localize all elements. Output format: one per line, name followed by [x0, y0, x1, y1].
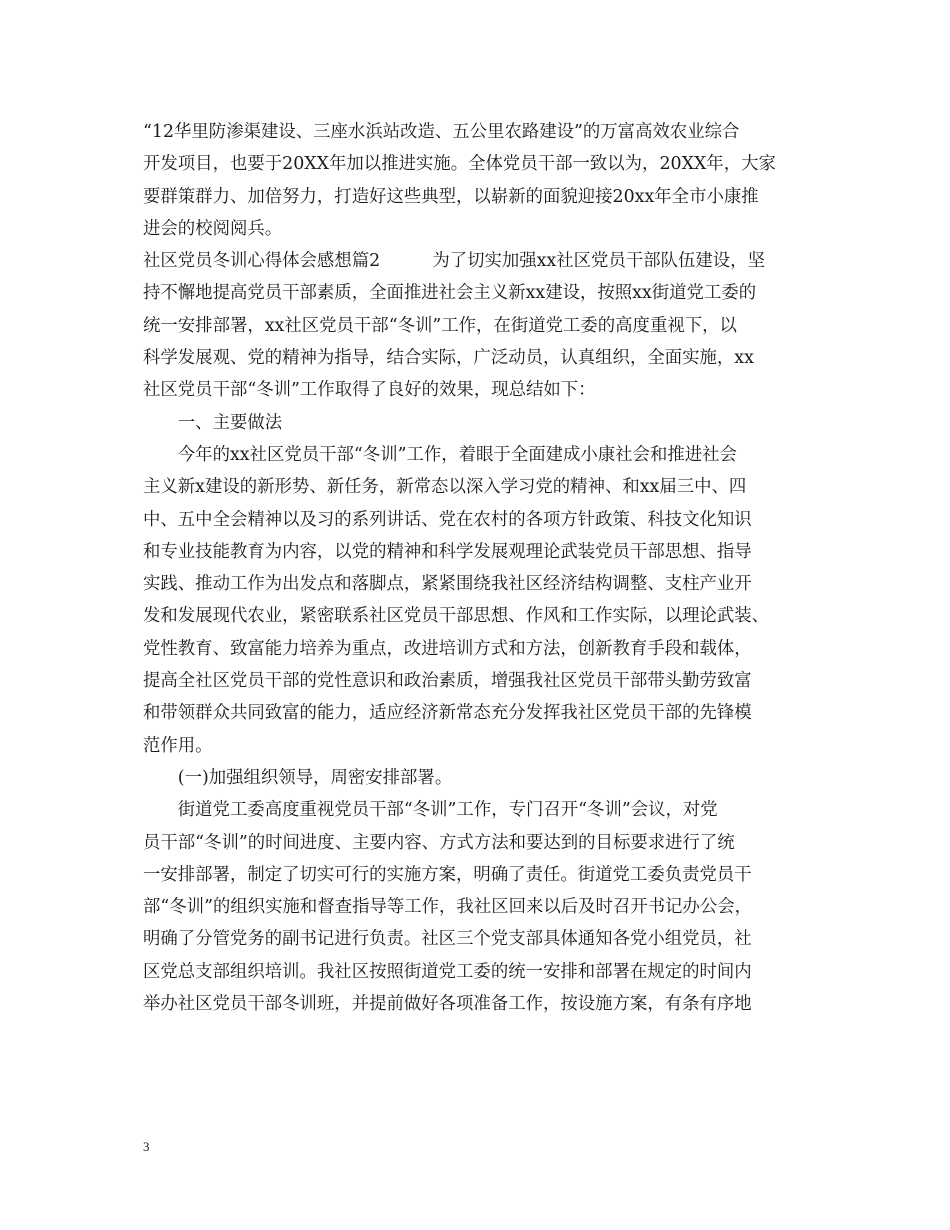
- subheading-line: 一、主要做法: [143, 412, 283, 433]
- subheading-line: (一)加强组织领导，周密安排部署。: [143, 767, 453, 788]
- page-number: 3: [143, 1139, 150, 1154]
- text-line: 提高全社区党员干部的党性意识和政治素质，增强我社区党员干部带头勤劳致富: [143, 671, 752, 692]
- text-line: 范作用。: [143, 735, 213, 756]
- text-line: 和专业技能教育为内容，以党的精神和科学发展观理论武装党员干部思想、指导: [143, 541, 752, 562]
- body-text: [143, 116, 813, 1020]
- text-line: 今年的xx社区党员干部“冬训”工作，着眼于全面建成小康社会和推进社会: [143, 444, 737, 465]
- text-line: 区党总支部组织培训。我社区按照街道党工委的统一安排和部署在规定的时间内: [143, 961, 752, 982]
- text-line: 开发项目，也要于20XX年加以推进实施。全体党员干部一致以为，20XX年，大家: [143, 154, 776, 175]
- text-line: 实践、推动工作为出发点和落脚点，紧紧围绕我社区经济结构调整、支柱产业开: [143, 574, 752, 595]
- text-line: 进会的校阅阅兵。: [143, 218, 283, 239]
- text-line: 举办社区党员干部冬训班，并提前做好各项准备工作，按设施方案，有条有序地: [143, 994, 752, 1015]
- section-heading-line: 社区党员冬训心得体会感想篇2 为了切实加强xx社区党员干部队伍建设，坚: [143, 251, 765, 272]
- text-line: 发和发展现代农业，紧密联系社区党员干部思想、作风和工作实际，以理论武装、: [143, 606, 770, 627]
- text-line: “12华里防渗渠建设、三座水浜站改造、五公里农路建设”的万富高效农业综合: [143, 122, 740, 142]
- text-line: 统一安排部署，xx社区党员干部“冬训”工作，在街道党工委的高度重视下，以: [143, 315, 737, 336]
- text-line: 和带领群众共同致富的能力，适应经济新常态充分发挥我社区党员干部的先锋模: [143, 703, 752, 724]
- text-line: 明确了分管党务的副书记进行负责。社区三个党支部具体通知各党小组党员，社: [143, 929, 752, 950]
- text-line: 科学发展观、党的精神为指导，结合实际，广泛动员，认真组织，全面实施，xx: [143, 348, 754, 369]
- text-line: 街道党工委高度重视党员干部“冬训”工作，专门召开“冬训”会议，对党: [143, 800, 718, 821]
- text-line: 部“冬训”的组织实施和督查指导等工作，我社区回来以后及时召开书记办公会，: [143, 897, 753, 918]
- text-line: 要群策群力、加倍努力，打造好这些典型，以崭新的面貌迎接20xx年全市小康推: [143, 186, 759, 207]
- text-line: 党性教育、致富能力培养为重点，改进培训方式和方法，创新教育手段和载体，: [143, 638, 752, 659]
- text-line: 持不懈地提高党员干部素质，全面推进社会主义新xx建设，按照xx街道党工委的: [143, 283, 757, 304]
- text-line: 中、五中全会精神以及习的系列讲话、党在农村的各项方针政策、科技文化知识: [143, 509, 752, 530]
- text-line: 社区党员干部“冬训”工作取得了良好的效果，现总结如下：: [143, 380, 596, 401]
- text-line: 主义新x建设的新形势、新任务，新常态以深入学习党的精神、和xx届三中、四: [143, 477, 747, 498]
- text-line: 一安排部署，制定了切实可行的实施方案，明确了责任。街道党工委负责党员干: [143, 864, 752, 885]
- text-line: 员干部“冬训”的时间进度、主要内容、方式方法和要达到的目标要求进行了统: [143, 832, 735, 853]
